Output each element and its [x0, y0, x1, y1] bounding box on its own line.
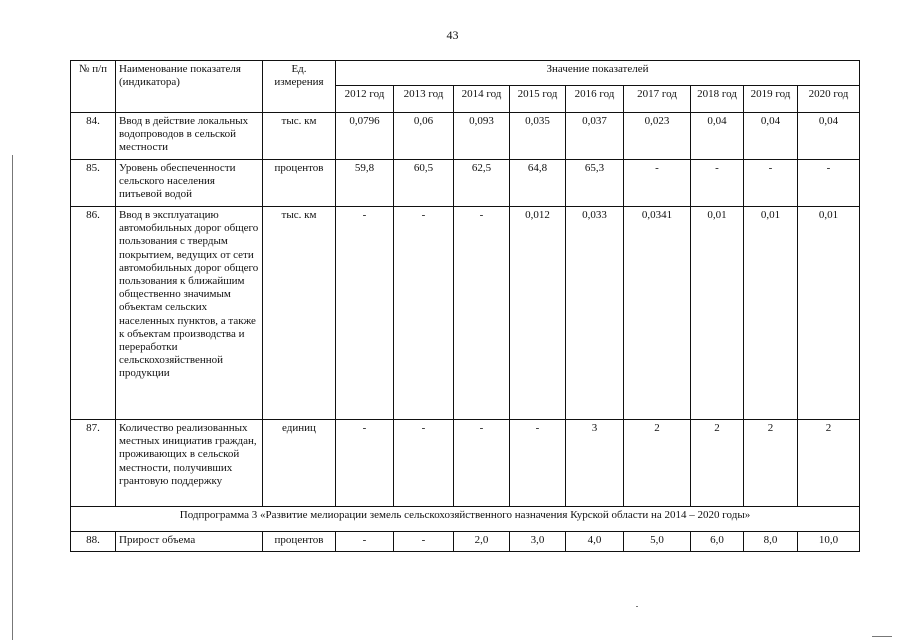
header-year: 2013 год: [394, 86, 454, 113]
row-value: 0,0341: [624, 207, 691, 420]
row-value: -: [336, 207, 394, 420]
scan-edge-line: [12, 155, 13, 640]
subprogram-title: Подпрограмма 3 «Развитие мелиорации земель сельскохозяйственного назначения Курской области на 2014 – 2020 годы»: [71, 507, 860, 532]
row-value: 64,8: [510, 160, 566, 207]
row-num: 88.: [71, 532, 116, 552]
subprogram-row: [71, 507, 860, 532]
row-value: 2: [691, 420, 744, 507]
row-value: 0,012: [510, 207, 566, 420]
header-year: 2016 год: [566, 86, 624, 113]
table-row: [71, 160, 860, 207]
row-value: -: [454, 420, 510, 507]
row-value: -: [624, 160, 691, 207]
row-value: 0,0796: [336, 113, 394, 160]
row-value: -: [744, 160, 798, 207]
row-value: 0,01: [691, 207, 744, 420]
row-num: 86.: [71, 207, 116, 420]
row-unit: тыс. км: [263, 207, 336, 420]
row-value: 0,093: [454, 113, 510, 160]
row-value: 3: [566, 420, 624, 507]
row-value: 59,8: [336, 160, 394, 207]
header-year: 2020 год: [798, 86, 860, 113]
row-name: Уровень обеспеченности сельского населения питьевой водой: [116, 160, 263, 207]
row-name: Ввод в эксплуатацию автомобильных дорог общего пользования с твердым покрытием, ведущих от сети автомобильных дорог общего пользования к ближайшим общественно значимым объектам сельских населенных пунктов, а также к объектам производства и переработки сельскохозяйственной продукции: [116, 207, 263, 420]
row-value: 2,0: [454, 532, 510, 552]
row-value: 60,5: [394, 160, 454, 207]
table-row: [71, 420, 860, 507]
header-row-1: [71, 61, 860, 86]
row-value: -: [510, 420, 566, 507]
row-value: 65,3: [566, 160, 624, 207]
row-value: 2: [744, 420, 798, 507]
row-value: 0,01: [744, 207, 798, 420]
row-unit: процентов: [263, 160, 336, 207]
header-unit: Ед. измерения: [263, 61, 336, 113]
row-value: -: [336, 420, 394, 507]
row-value: -: [394, 207, 454, 420]
row-unit: процентов: [263, 532, 336, 552]
row-value: 4,0: [566, 532, 624, 552]
row-value: 8,0: [744, 532, 798, 552]
row-value: 2: [798, 420, 860, 507]
header-num: № п/п: [71, 61, 116, 113]
header-values: Значение показателей: [336, 61, 860, 86]
scan-speck: [636, 606, 638, 607]
row-value: 5,0: [624, 532, 691, 552]
row-value: 0,033: [566, 207, 624, 420]
row-value: 6,0: [691, 532, 744, 552]
table-row: [71, 113, 860, 160]
row-unit: тыс. км: [263, 113, 336, 160]
row-value: 10,0: [798, 532, 860, 552]
row-name: Ввод в действие локальных водопроводов в сельской местности: [116, 113, 263, 160]
row-num: 84.: [71, 113, 116, 160]
row-unit: единиц: [263, 420, 336, 507]
table-row: [71, 532, 860, 552]
row-value: -: [336, 532, 394, 552]
row-value: -: [798, 160, 860, 207]
row-value: 0,04: [744, 113, 798, 160]
row-value: 0,06: [394, 113, 454, 160]
row-value: 0,037: [566, 113, 624, 160]
header-year: 2017 год: [624, 86, 691, 113]
row-value: 2: [624, 420, 691, 507]
indicators-table: [70, 60, 860, 552]
row-value: -: [394, 532, 454, 552]
header-name: Наименование показателя (индикатора): [116, 61, 263, 113]
row-value: 0,04: [798, 113, 860, 160]
row-num: 87.: [71, 420, 116, 507]
scan-speck: [872, 636, 892, 637]
header-year: 2014 год: [454, 86, 510, 113]
row-value: 0,04: [691, 113, 744, 160]
header-year: 2019 год: [744, 86, 798, 113]
header-year: 2018 год: [691, 86, 744, 113]
row-name: Количество реализованных местных инициатив граждан, проживающих в сельской местности, получивших грантовую поддержку: [116, 420, 263, 507]
row-value: 0,035: [510, 113, 566, 160]
row-value: 0,01: [798, 207, 860, 420]
row-value: 62,5: [454, 160, 510, 207]
row-num: 85.: [71, 160, 116, 207]
row-value: 3,0: [510, 532, 566, 552]
header-year: 2015 год: [510, 86, 566, 113]
row-value: -: [691, 160, 744, 207]
page-number: 43: [446, 28, 459, 42]
header-year: 2012 год: [336, 86, 394, 113]
row-name: Прирост объема: [116, 532, 263, 552]
table-row: [71, 207, 860, 420]
row-value: 0,023: [624, 113, 691, 160]
row-value: -: [394, 420, 454, 507]
row-value: -: [454, 207, 510, 420]
